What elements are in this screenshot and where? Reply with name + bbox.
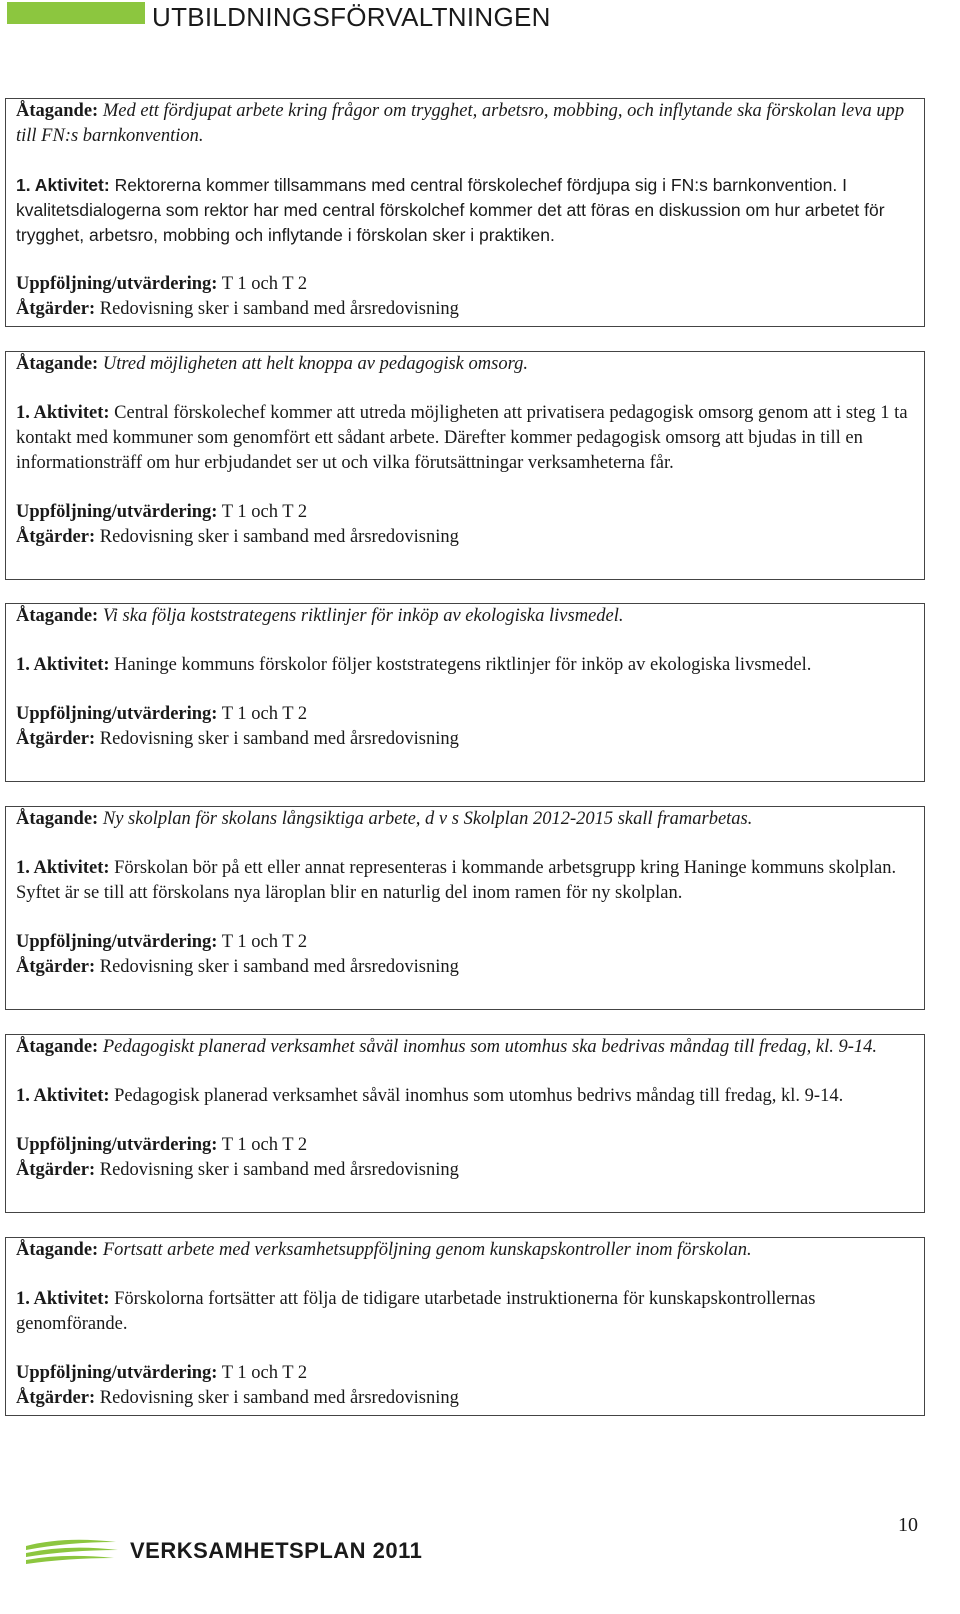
commitment-box-2 bbox=[5, 351, 925, 580]
commitment-box-1 bbox=[5, 98, 925, 327]
commitment-box-3 bbox=[5, 603, 925, 782]
header-accent-bar bbox=[7, 2, 145, 24]
commitment: Åtagande: Ny skolplan för skolans långsiktiga arbete, d v s Skolplan 2012-2015 skall framarbetas. bbox=[16, 809, 753, 829]
commitment: Åtagande: Fortsatt arbete med verksamhetsuppföljning genom kunskapskontroller inom förskolan. bbox=[16, 1240, 752, 1260]
footer-title: VERKSAMHETSPLAN 2011 bbox=[130, 1538, 423, 1563]
activity: 1. Aktivitet: Central förskolechef kommer att utreda möjligheten att privatisera pedagogisk omsorg genom att i steg 1 ta kontakt med kommuner som genomfört ett sådant arbete. Därefter kommer pedagogisk omsorg att bjudas in till en informationsträff om hur erbjudandet ser ut och vilka förutsättningar verksamheterna får. bbox=[16, 403, 908, 473]
measures: Åtgärder: Redovisning sker i samband med årsredovisning bbox=[16, 1388, 459, 1408]
commitment-box-5 bbox=[5, 1034, 925, 1213]
activity: 1. Aktivitet: Förskolan bör på ett eller annat representeras i kommande arbetsgrupp kring Haninge kommuns skolplan. Syftet är se till att förskolans nya läroplan blir en naturlig del inom ramen för ny skolplan. bbox=[16, 858, 897, 903]
measures: Åtgärder: Redovisning sker i samband med årsredovisning bbox=[16, 729, 459, 749]
measures: Åtgärder: Redovisning sker i samband med årsredovisning bbox=[16, 527, 459, 547]
follow-up: Uppföljning/utvärdering: T 1 och T 2 bbox=[16, 704, 308, 724]
activity: 1. Aktivitet: Rektorerna kommer tillsammans med central förskolechef fördjupa sig i FN:s barnkonvention. I kvalitetsdialogerna som rektor har med central förskolchef kommer det att föras en diskussion om hur arbetet för trygghet, arbetsro, mobbing och inflytande i förskolan sker i praktiken. bbox=[16, 175, 885, 245]
leaf-logo-icon bbox=[24, 1536, 120, 1564]
follow-up: Uppföljning/utvärdering: T 1 och T 2 bbox=[16, 502, 308, 522]
page-number: 10 bbox=[898, 1514, 918, 1536]
commitment: Åtagande: Pedagogiskt planerad verksamhet såväl inomhus som utomhus ska bedrivas måndag till fredag, kl. 9-14. bbox=[16, 1037, 878, 1057]
follow-up: Uppföljning/utvärdering: T 1 och T 2 bbox=[16, 1135, 308, 1155]
header-title: UTBILDNINGSFÖRVALTNINGEN bbox=[152, 2, 551, 32]
commitment-box-6 bbox=[5, 1237, 925, 1416]
activity: 1. Aktivitet: Haninge kommuns förskolor följer koststrategens riktlinjer för inköp av ekologiska livsmedel. bbox=[16, 655, 812, 675]
follow-up: Uppföljning/utvärdering: T 1 och T 2 bbox=[16, 932, 308, 952]
commitment: Åtagande: Med ett fördjupat arbete kring frågor om trygghet, arbetsro, mobbing, och inflytande ska förskolan leva upp till FN:s barnkonvention. bbox=[16, 101, 905, 146]
commitment-box-4 bbox=[5, 806, 925, 1010]
commitment: Åtagande: Utred möjligheten att helt knoppa av pedagogisk omsorg. bbox=[16, 354, 528, 374]
follow-up: Uppföljning/utvärdering: T 1 och T 2 bbox=[16, 274, 308, 294]
commitment: Åtagande: Vi ska följa koststrategens riktlinjer för inköp av ekologiska livsmedel. bbox=[16, 606, 624, 626]
activity: 1. Aktivitet: Pedagogisk planerad verksamhet såväl inomhus som utomhus bedrivs måndag till fredag, kl. 9-14. bbox=[16, 1086, 844, 1106]
follow-up: Uppföljning/utvärdering: T 1 och T 2 bbox=[16, 1363, 308, 1383]
measures: Åtgärder: Redovisning sker i samband med årsredovisning bbox=[16, 1160, 459, 1180]
measures: Åtgärder: Redovisning sker i samband med årsredovisning bbox=[16, 957, 459, 977]
measures: Åtgärder: Redovisning sker i samband med årsredovisning bbox=[16, 299, 459, 319]
activity: 1. Aktivitet: Förskolorna fortsätter att följa de tidigare utarbetade instruktionerna för kunskapskontrollernas genomförande. bbox=[16, 1289, 816, 1334]
